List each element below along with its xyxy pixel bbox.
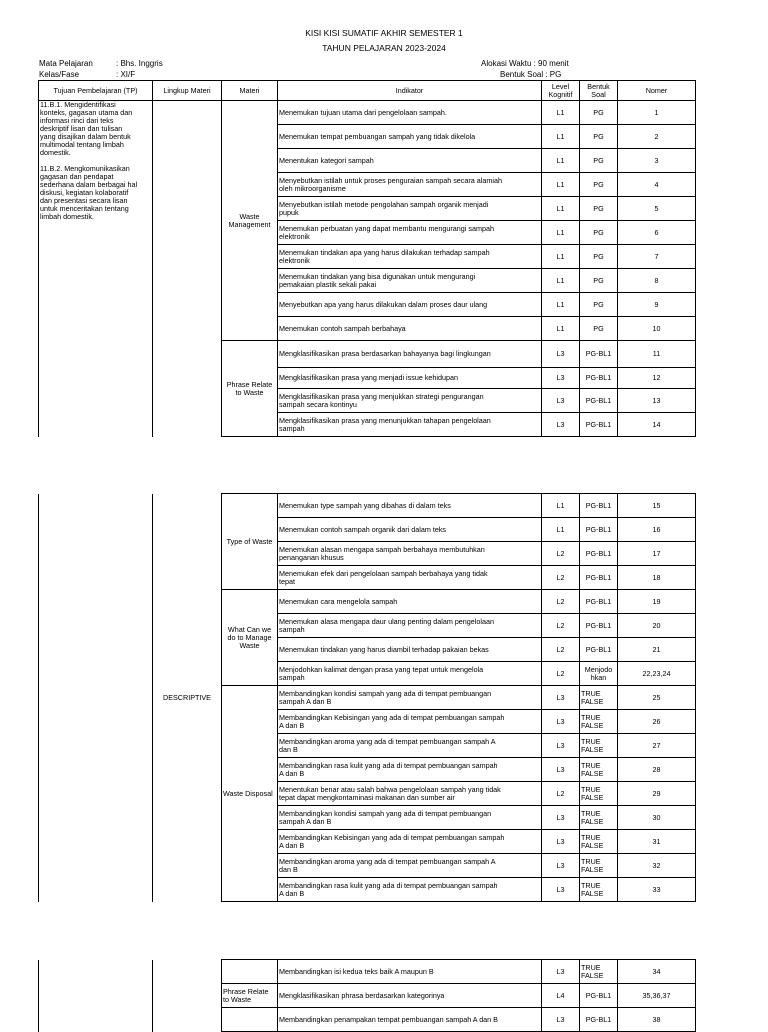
level-cell: L3 xyxy=(542,960,580,984)
mapel-value: : Bhs. Inggris xyxy=(116,59,163,68)
level-cell: L3 xyxy=(542,1008,580,1032)
level-cell: L1 xyxy=(542,293,580,317)
materi-cell: Waste Disposal xyxy=(222,686,278,902)
level-cell: L1 xyxy=(542,494,580,518)
indikator-cell: Menentukan kategori sampah xyxy=(278,149,542,173)
bentuk-cell: PG-BL1 xyxy=(580,518,618,542)
level-cell: L3 xyxy=(542,413,580,437)
indikator-cell: Menemukan alasa mengapa daur ulang penting dalam pengelolaan sampah xyxy=(278,614,542,638)
bentuk-cell: PG xyxy=(580,245,618,269)
bentuk-soal: Bentuk Soal : PG xyxy=(500,70,562,79)
indikator-cell: Menjodohkan kalimat dengan prasa yang tepat untuk mengelola sampah xyxy=(278,662,542,686)
level-cell: L3 xyxy=(542,878,580,902)
bentuk-cell: TRUE FALSE xyxy=(580,806,618,830)
bentuk-cell: TRUE FALSE xyxy=(580,734,618,758)
indikator-cell: Menyebutkan istilah metode pengolahan sampah organik menjadi pupuk xyxy=(278,197,542,221)
nomer-cell: 4 xyxy=(618,173,696,197)
indikator-cell: Membandingkan rasa kulit yang ada di tempat pembuangan sampah A dan B xyxy=(278,878,542,902)
kisi-table-page2 xyxy=(38,493,696,902)
indikator-cell: Menemukan contoh sampah organik dari dalam teks xyxy=(278,518,542,542)
bentuk-cell: Menjodo hkan xyxy=(580,662,618,686)
indikator-cell: Menemukan cara mengelola sampah xyxy=(278,590,542,614)
indikator-cell: Menemukan type sampah yang dibahas di dalam teks xyxy=(278,494,542,518)
indikator-cell: Membandingkan rasa kulit yang ada di tempat pembuangan sampah A dan B xyxy=(278,758,542,782)
doc-subtitle: TAHUN PELAJARAN 2023-2024 xyxy=(322,43,446,53)
nomer-cell: 15 xyxy=(618,494,696,518)
indikator-cell: Mengklasifikasikan prasa yang menunjukkan tahapan pengelolaan sampah xyxy=(278,413,542,437)
indikator-cell: Mengklasifikasikan prasa yang menjukkan strategi pengurangan sampah secara kontinyu xyxy=(278,389,542,413)
nomer-cell: 13 xyxy=(618,389,696,413)
indikator-cell: Membandingkan kondisi sampah yang ada di tempat pembuangan sampah A dan B xyxy=(278,806,542,830)
materi-cell xyxy=(222,960,278,984)
nomer-cell: 20 xyxy=(618,614,696,638)
nomer-cell: 25 xyxy=(618,686,696,710)
nomer-cell: 32 xyxy=(618,854,696,878)
bentuk-cell: PG xyxy=(580,173,618,197)
nomer-cell: 21 xyxy=(618,638,696,662)
table-row xyxy=(39,494,696,518)
indikator-cell: Menentukan benar atau salah bahwa pengelolaan sampah yang tidak tepat dapat mengkontaminasi makanan dan sumber air xyxy=(278,782,542,806)
level-cell: L2 xyxy=(542,566,580,590)
indikator-cell: Menemukan tindakan apa yang harus dilakukan terhadap sampah elektronik xyxy=(278,245,542,269)
nomer-cell: 22,23,24 xyxy=(618,662,696,686)
nomer-cell: 5 xyxy=(618,197,696,221)
col-header-materi: Materi xyxy=(222,81,278,101)
bentuk-cell: PG-BL1 xyxy=(580,984,618,1008)
level-cell: L2 xyxy=(542,782,580,806)
nomer-cell: 16 xyxy=(618,518,696,542)
level-cell: L3 xyxy=(542,686,580,710)
bentuk-cell: TRUE FALSE xyxy=(580,878,618,902)
bentuk-cell: PG-BL1 xyxy=(580,368,618,389)
level-cell: L1 xyxy=(542,173,580,197)
mapel-label: Mata Pelajaran xyxy=(39,59,93,68)
materi-cell: Phrase Relate to Waste xyxy=(222,984,278,1008)
level-cell: L1 xyxy=(542,317,580,341)
indikator-cell: Membandingkan penampakan tempat pembuangan sampah A dan B xyxy=(278,1008,542,1032)
level-cell: L3 xyxy=(542,389,580,413)
level-cell: L1 xyxy=(542,125,580,149)
tp-cell xyxy=(39,494,153,902)
materi-cell: What Can we do to Manage Waste xyxy=(222,590,278,686)
lingkup-cell xyxy=(153,101,222,437)
level-cell: L2 xyxy=(542,662,580,686)
bentuk-cell: PG-BL1 xyxy=(580,341,618,368)
nomer-cell: 3 xyxy=(618,149,696,173)
indikator-cell: Mengklasifikasikan prasa berdasarkan bahayanya bagi lingkungan xyxy=(278,341,542,368)
indikator-cell: Menemukan alasan mengapa sampah berbahaya membutuhkan penanganan khusus xyxy=(278,542,542,566)
level-cell: L3 xyxy=(542,758,580,782)
nomer-cell: 30 xyxy=(618,806,696,830)
col-header-lingkup: Lingkup Materi xyxy=(153,81,222,101)
bentuk-cell: PG-BL1 xyxy=(580,638,618,662)
indikator-cell: Membandingkan Kebisingan yang ada di tempat pembuangan sampah A dan B xyxy=(278,830,542,854)
col-header-tp: Tujuan Pembelajaran (TP) xyxy=(39,81,153,101)
indikator-cell: Membandingkan aroma yang ada di tempat pembuangan sampah A dan B xyxy=(278,854,542,878)
bentuk-cell: TRUE FALSE xyxy=(580,710,618,734)
indikator-cell: Menemukan tindakan yang harus diambil terhadap pakaian bekas xyxy=(278,638,542,662)
level-cell: L1 xyxy=(542,518,580,542)
alokasi-waktu: Alokasi Waktu : 90 menit xyxy=(481,59,569,68)
nomer-cell: 31 xyxy=(618,830,696,854)
bentuk-cell: PG xyxy=(580,149,618,173)
nomer-cell: 34 xyxy=(618,960,696,984)
level-cell: L2 xyxy=(542,542,580,566)
materi-cell: Phrase Relate to Waste xyxy=(222,341,278,437)
indikator-cell: Menemukan efek dari pengelolaan sampah berbahaya yang tidak tepat xyxy=(278,566,542,590)
bentuk-cell: PG-BL1 xyxy=(580,614,618,638)
table-row xyxy=(39,101,696,125)
bentuk-cell: PG xyxy=(580,125,618,149)
indikator-cell: Menyebutkan apa yang harus dilakukan dalam proses daur ulang xyxy=(278,293,542,317)
lingkup-cell: DESCRIPTIVE xyxy=(153,494,222,902)
indikator-cell: Membandingkan isi kedua teks baik A maupun B xyxy=(278,960,542,984)
indikator-cell: Membandingkan aroma yang ada di tempat pembuangan sampah A dan B xyxy=(278,734,542,758)
bentuk-cell: PG-BL1 xyxy=(580,413,618,437)
indikator-cell: Menemukan tempat pembuangan sampah yang tidak dikelola xyxy=(278,125,542,149)
level-cell: L2 xyxy=(542,590,580,614)
bentuk-cell: PG-BL1 xyxy=(580,542,618,566)
nomer-cell: 33 xyxy=(618,878,696,902)
level-cell: L3 xyxy=(542,368,580,389)
indikator-cell: Menemukan perbuatan yang dapat membantu mengurangi sampah elektronik xyxy=(278,221,542,245)
nomer-cell: 28 xyxy=(618,758,696,782)
indikator-cell: Mengklasifikasikan phrasa berdasarkan kategorinya xyxy=(278,984,542,1008)
level-cell: L1 xyxy=(542,245,580,269)
nomer-cell: 9 xyxy=(618,293,696,317)
nomer-cell: 8 xyxy=(618,269,696,293)
indikator-cell: Menemukan contoh sampah berbahaya xyxy=(278,317,542,341)
materi-cell xyxy=(222,1008,278,1032)
level-cell: L3 xyxy=(542,830,580,854)
nomer-cell: 26 xyxy=(618,710,696,734)
level-cell: L1 xyxy=(542,149,580,173)
col-header-nomer: Nomer xyxy=(618,81,696,101)
bentuk-cell: PG xyxy=(580,221,618,245)
bentuk-cell: PG-BL1 xyxy=(580,590,618,614)
bentuk-cell: PG xyxy=(580,317,618,341)
indikator-cell: Menemukan tindakan yang bisa digunakan untuk mengurangi pemakaian plastik sekali pakai xyxy=(278,269,542,293)
level-cell: L3 xyxy=(542,341,580,368)
kelas-value: : XI/F xyxy=(116,70,136,79)
bentuk-cell: TRUE FALSE xyxy=(580,686,618,710)
level-cell: L3 xyxy=(542,806,580,830)
kelas-label: Kelas/Fase xyxy=(39,70,80,79)
indikator-cell: Menyebutkan istilah untuk proses penguraian sampah secara alamiah oleh mikroorganisme xyxy=(278,173,542,197)
indikator-cell: Menemukan tujuan utama dari pengelolaan sampah. xyxy=(278,101,542,125)
nomer-cell: 17 xyxy=(618,542,696,566)
col-header-level: Level Kognitif xyxy=(542,81,580,101)
bentuk-cell: TRUE FALSE xyxy=(580,960,618,984)
kisi-table-page1 xyxy=(38,80,696,437)
bentuk-cell: TRUE FALSE xyxy=(580,854,618,878)
nomer-cell: 29 xyxy=(618,782,696,806)
level-cell: L3 xyxy=(542,854,580,878)
bentuk-cell: TRUE FALSE xyxy=(580,830,618,854)
nomer-cell: 7 xyxy=(618,245,696,269)
level-cell: L1 xyxy=(542,101,580,125)
bentuk-cell: TRUE FALSE xyxy=(580,758,618,782)
nomer-cell: 18 xyxy=(618,566,696,590)
level-cell: L1 xyxy=(542,221,580,245)
nomer-cell: 11 xyxy=(618,341,696,368)
doc-title: KISI KISI SUMATIF AKHIR SEMESTER 1 xyxy=(305,28,463,38)
col-header-bentuk: Bentuk Soal xyxy=(580,81,618,101)
nomer-cell: 1 xyxy=(618,101,696,125)
lingkup-cell xyxy=(153,960,222,1032)
bentuk-cell: PG xyxy=(580,101,618,125)
table-row xyxy=(39,960,696,984)
nomer-cell: 2 xyxy=(618,125,696,149)
level-cell: L3 xyxy=(542,734,580,758)
kisi-table-page3 xyxy=(38,959,696,1032)
level-cell: L1 xyxy=(542,269,580,293)
bentuk-cell: PG xyxy=(580,269,618,293)
bentuk-cell: TRUE FALSE xyxy=(580,782,618,806)
bentuk-cell: PG xyxy=(580,197,618,221)
nomer-cell: 10 xyxy=(618,317,696,341)
materi-cell: Waste Management xyxy=(222,101,278,341)
nomer-cell: 35,36,37 xyxy=(618,984,696,1008)
nomer-cell: 19 xyxy=(618,590,696,614)
nomer-cell: 12 xyxy=(618,368,696,389)
level-cell: L2 xyxy=(542,638,580,662)
table-header-row xyxy=(39,81,696,101)
level-cell: L4 xyxy=(542,984,580,1008)
nomer-cell: 38 xyxy=(618,1008,696,1032)
nomer-cell: 14 xyxy=(618,413,696,437)
col-header-indikator: Indikator xyxy=(278,81,542,101)
nomer-cell: 6 xyxy=(618,221,696,245)
nomer-cell: 27 xyxy=(618,734,696,758)
level-cell: L3 xyxy=(542,710,580,734)
indikator-cell: Membandingkan Kebisingan yang ada di tempat pembuangan sampah A dan B xyxy=(278,710,542,734)
bentuk-cell: PG-BL1 xyxy=(580,1008,618,1032)
indikator-cell: Membandingkan kondisi sampah yang ada di tempat pembuangan sampah A dan B xyxy=(278,686,542,710)
level-cell: L2 xyxy=(542,614,580,638)
tp-cell: 11.B.1. Mengidentifikasi konteks, gagasan utama dan informasi rinci dari teks deskriptif lisan dan tulisan yang disajikan dalam bentuk multimodal tentang limbah domestik. 11.B.2. Mengkomunikasikan gagasan dan pendapat sederhana dalam berbagai hal diskusi, kegiatan kolaboratif dan presentasi secara lisan untuk menceritakan tentang limbah domestik. xyxy=(39,101,153,437)
level-cell: L1 xyxy=(542,197,580,221)
tp-cell xyxy=(39,960,153,1032)
materi-cell: Type of Waste xyxy=(222,494,278,590)
bentuk-cell: PG-BL1 xyxy=(580,566,618,590)
bentuk-cell: PG-BL1 xyxy=(580,389,618,413)
bentuk-cell: PG xyxy=(580,293,618,317)
bentuk-cell: PG-BL1 xyxy=(580,494,618,518)
indikator-cell: Mengklasifikasikan prasa yang menjadi issue kehidupan xyxy=(278,368,542,389)
